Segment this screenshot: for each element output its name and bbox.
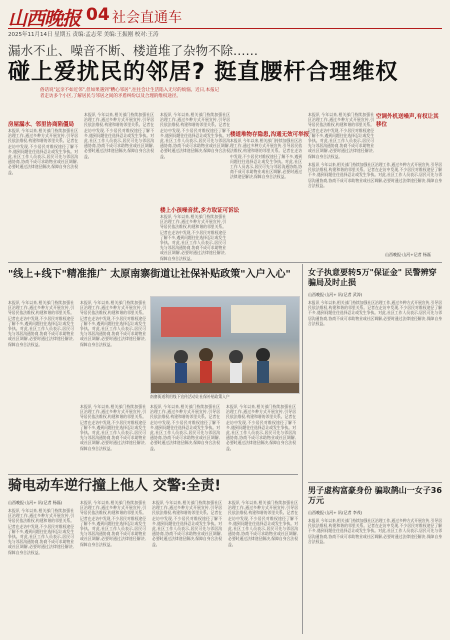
subhead-1: 房屋漏水、邻里协商陷僵局 [8, 122, 75, 128]
body-column: 本报讯 今年以来,相关部门持续加强社区治理工作,通过多种方式开展宣传,引导居民依法维权,构建和谐的邻里关系。记者在走访中发现,不少居民对维权途径了解不多,遇到问题往往选择忍让或发生争执。对此,社区工作人员表示,居民可先与邻居沟通协商,协商不成可求助物业或社区调解,必要时通过法律途径解决,保障自身合法权益。 [308, 112, 374, 159]
page-number: 04 [86, 5, 110, 25]
body-column: 本报讯 今年以来,相关部门持续加强社区治理工作,通过多种方式开展宣传,引导居民依法维权,构建和谐的邻里关系。记者在走访中发现,不少居民对维权途径了解不多,遇到问题往往选择忍让或发生争执。对此,社区工作人员表示,居民可先与邻居沟通协商,协商不成可求助物业或社区调解,必要时通过法律途径解决,保障自身合法权益。 [308, 518, 442, 544]
subhead-4: 空调外机送噪声,有权让其移位 [376, 114, 439, 128]
body-column: 本报讯 今年以来,相关部门持续加强社区治理工作,通过多种方式开展宣传,引导居民依法维权,构建和谐的邻里关系。记者在走访中发现,不少居民对维权途径了解不多,遇到问题往往选择忍让或发生争执。对此,社区工作人员表示,居民可先与邻居沟通协商,协商不成可求助物业或社区调解,必要时通过法律途径解决,保障自身合法权益。 [230, 138, 302, 180]
body-column: 本报讯 今年以来,相关部门持续加强社区治理工作,通过多种方式开展宣传,引导居民依法维权,构建和谐的邻里关系。记者在走访中发现,不少居民对维权途径了解不多,遇到问题往往选择忍让或发生争执。对此,社区工作人员表示,居民可先与邻居沟通协商,协商不成可求助物业或社区调解,必要时通过法律途径解决,保障自身合法权益。 [80, 404, 146, 451]
divider [8, 474, 298, 475]
story3-headline: 女子执意要转5万"保证金" 民警辨穿骗局及时止损 [308, 268, 437, 287]
top-story-lead: 俗话说"远亲不如近邻",但如果遇到"糟心邻居",往往会让生活陷入无尽的烦恼。近日,本报记者走访多个小区,了解居民与邻居之间的矛盾纠纷以及合理的维权途径。 [40, 88, 220, 99]
story5-headline: 骑电动车逆行撞上他人 交警:全责! [8, 478, 221, 494]
masthead [8, 4, 442, 29]
body-column: 本报讯 今年以来,相关部门持续加强社区治理工作,通过多种方式开展宣传,引导居民依法维权,构建和谐的邻里关系。记者在走访中发现,不少居民对维权途径了解不多,遇到问题往往选择忍让或发生争执。对此,社区工作人员表示,居民可先与邻居沟通协商,协商不成可求助物业或社区调解,必要时通过法律途径解决,保障自身合法权益。 [84, 112, 154, 159]
divider [302, 264, 303, 634]
photo-caption: 南寨街道利用线下宣传活动让社保补贴政策入户 [150, 394, 230, 399]
story2-headline: "线上+线下"精准推广 太原南寨街道让社保补贴政策"入户入心" [8, 269, 291, 280]
top-story-headline: 碰上爱扰民的邻居? 挺直腰杆合理维权 [8, 60, 399, 85]
divider [8, 262, 442, 263]
body-column: 本报讯 今年以来,相关部门持续加强社区治理工作,通过多种方式开展宣传,引导居民依法维权,构建和谐的邻里关系。记者在走访中发现,不少居民对维权途径了解不多,遇到问题往往选择忍让或发生争执。对此,社区工作人员表示,居民可先与邻居沟通协商,协商不成可求助物业或社区调解,必要时通过法律途径解决,保障自身合法权益。 [308, 300, 442, 326]
story3-byline: 山西晚报·山河+ 讯(记者 武涛) [308, 292, 363, 297]
body-column: 本报讯 今年以来,相关部门持续加强社区治理工作,通过多种方式开展宣传,引导居民依法维权,构建和谐的邻里关系。记者在走访中发现,不少居民对维权途径了解不多,遇到问题往往选择忍让或发生争执。对此,社区工作人员表示,居民可先与邻居沟通协商,协商不成可求助物业或社区调解,必要时通过法律途径解决,保障自身合法权益。 [8, 128, 78, 175]
top-story-byline: 山西晚报·山河+记者 杨磊 [385, 252, 431, 257]
top-story-kicker: 漏水不止、噪音不断、楼道堆了杂物不除…… [8, 43, 259, 58]
story4-headline: 男子虚构富豪身份 骗取鹊山一女子36万元 [308, 486, 442, 505]
subhead-3: 楼上小孩噪音扰,多方取证可诉讼 [160, 208, 240, 214]
dateline: 2025年11月14日 星期五 责编:孟志荣 美编:王振刚 校对:王涛 [8, 32, 159, 38]
story5-byline: 山西晚报·山河+ 讯(记者 杨磊) [8, 500, 63, 505]
body-column: 本报讯 今年以来,相关部门持续加强社区治理工作,通过多种方式开展宣传,引导居民依法维权,构建和谐的邻里关系。记者在走访中发现,不少居民对维权途径了解不多,遇到问题往往选择忍让或发生争执。对此,社区工作人员表示,居民可先与邻居沟通协商,协商不成可求助物业或社区调解,必要时通过法律途径解决,保障自身合法权益。 [228, 500, 298, 547]
body-column: 本报讯 今年以来,相关部门持续加强社区治理工作,通过多种方式开展宣传,引导居民依法维权,构建和谐的邻里关系。记者在走访中发现,不少居民对维权途径了解不多,遇到问题往往选择忍让或发生争执。对此,社区工作人员表示,居民可先与邻居沟通协商,协商不成可求助物业或社区调解,必要时通过法律途径解决,保障自身合法权益。 [150, 404, 220, 451]
body-column: 本报讯 今年以来,相关部门持续加强社区治理工作,通过多种方式开展宣传,引导居民依法维权,构建和谐的邻里关系。记者在走访中发现,不少居民对维权途径了解不多,遇到问题往往选择忍让或发生争执。对此,社区工作人员表示,居民可先与邻居沟通协商,协商不成可求助物业或社区调解,必要时通过法律途径解决,保障自身合法权益。 [152, 500, 222, 547]
body-column: 本报讯 今年以来,相关部门持续加强社区治理工作,通过多种方式开展宣传,引导居民依法维权,构建和谐的邻里关系。记者在走访中发现,不少居民对维权途径了解不多,遇到问题往往选择忍让或发生争执。对此,社区工作人员表示,居民可先与邻居沟通协商,协商不成可求助物业或社区调解,必要时通过法律途径解决,保障自身合法权益。 [80, 500, 146, 547]
photo-scene [151, 297, 299, 393]
newspaper-logo: 山西晚报 [8, 8, 81, 30]
body-column: 本报讯 今年以来,相关部门持续加强社区治理工作,通过多种方式开展宣传,引导居民依法维权,构建和谐的邻里关系。记者在走访中发现,不少居民对维权途径了解不多,遇到问题往往选择忍让或发生争执。对此,社区工作人员表示,居民可先与邻居沟通协商,协商不成可求助物业或社区调解,必要时通过法律途径解决,保障自身合法权益。 [160, 112, 230, 159]
body-column: 本报讯 今年以来,相关部门持续加强社区治理工作,通过多种方式开展宣传,引导居民依法维权,构建和谐的邻里关系。记者在走访中发现,不少居民对维权途径了解不多,遇到问题往往选择忍让或发生争执。对此,社区工作人员表示,居民可先与邻居沟通协商,协商不成可求助物业或社区调解,必要时通过法律途径解决,保障自身合法权益。 [8, 300, 74, 347]
body-column: 本报讯 今年以来,相关部门持续加强社区治理工作,通过多种方式开展宣传,引导居民依法维权,构建和谐的邻里关系。记者在走访中发现,不少居民对维权途径了解不多,遇到问题往往选择忍让或发生争执。对此,社区工作人员表示,居民可先与邻居沟通协商,协商不成可求助物业或社区调解,必要时通过法律途径解决,保障自身合法权益。 [308, 162, 442, 188]
section-title: 社会直通车 [112, 10, 182, 26]
body-column: 本报讯 今年以来,相关部门持续加强社区治理工作,通过多种方式开展宣传,引导居民依法维权,构建和谐的邻里关系。记者在走访中发现,不少居民对维权途径了解不多,遇到问题往往选择忍让或发生争执。对此,社区工作人员表示,居民可先与邻居沟通协商,协商不成可求助物业或社区调解,必要时通过法律途径解决,保障自身合法权益。 [8, 508, 74, 555]
event-photo [150, 296, 300, 394]
body-column: 本报讯 今年以来,相关部门持续加强社区治理工作,通过多种方式开展宣传,引导居民依法维权,构建和谐的邻里关系。记者在走访中发现,不少居民对维权途径了解不多,遇到问题往往选择忍让或发生争执。对此,社区工作人员表示,居民可先与邻居沟通协商,协商不成可求助物业或社区调解,必要时通过法律途径解决,保障自身合法权益。 [80, 300, 146, 347]
body-column: 本报讯 今年以来,相关部门持续加强社区治理工作,通过多种方式开展宣传,引导居民依法维权,构建和谐的邻里关系。记者在走访中发现,不少居民对维权途径了解不多,遇到问题往往选择忍让或发生争执。对此,社区工作人员表示,居民可先与邻居沟通协商,协商不成可求助物业或社区调解,必要时通过法律途径解决,保障自身合法权益。 [226, 404, 296, 451]
story4-byline: 山西晚报·山河+ 讯(记者 李茂) [308, 510, 363, 515]
subhead-2: 楼道堆物存隐患,沟通无效可举报 [230, 132, 310, 138]
body-column: 本报讯 今年以来,相关部门持续加强社区治理工作,通过多种方式开展宣传,引导居民依法维权,构建和谐的邻里关系。记者在走访中发现,不少居民对维权途径了解不多,遇到问题往往选择忍让或发生争执。对此,社区工作人员表示,居民可先与邻居沟通协商,协商不成可求助物业或社区调解,必要时通过法律途径解决,保障自身合法权益。 [160, 214, 226, 261]
divider [308, 482, 442, 483]
